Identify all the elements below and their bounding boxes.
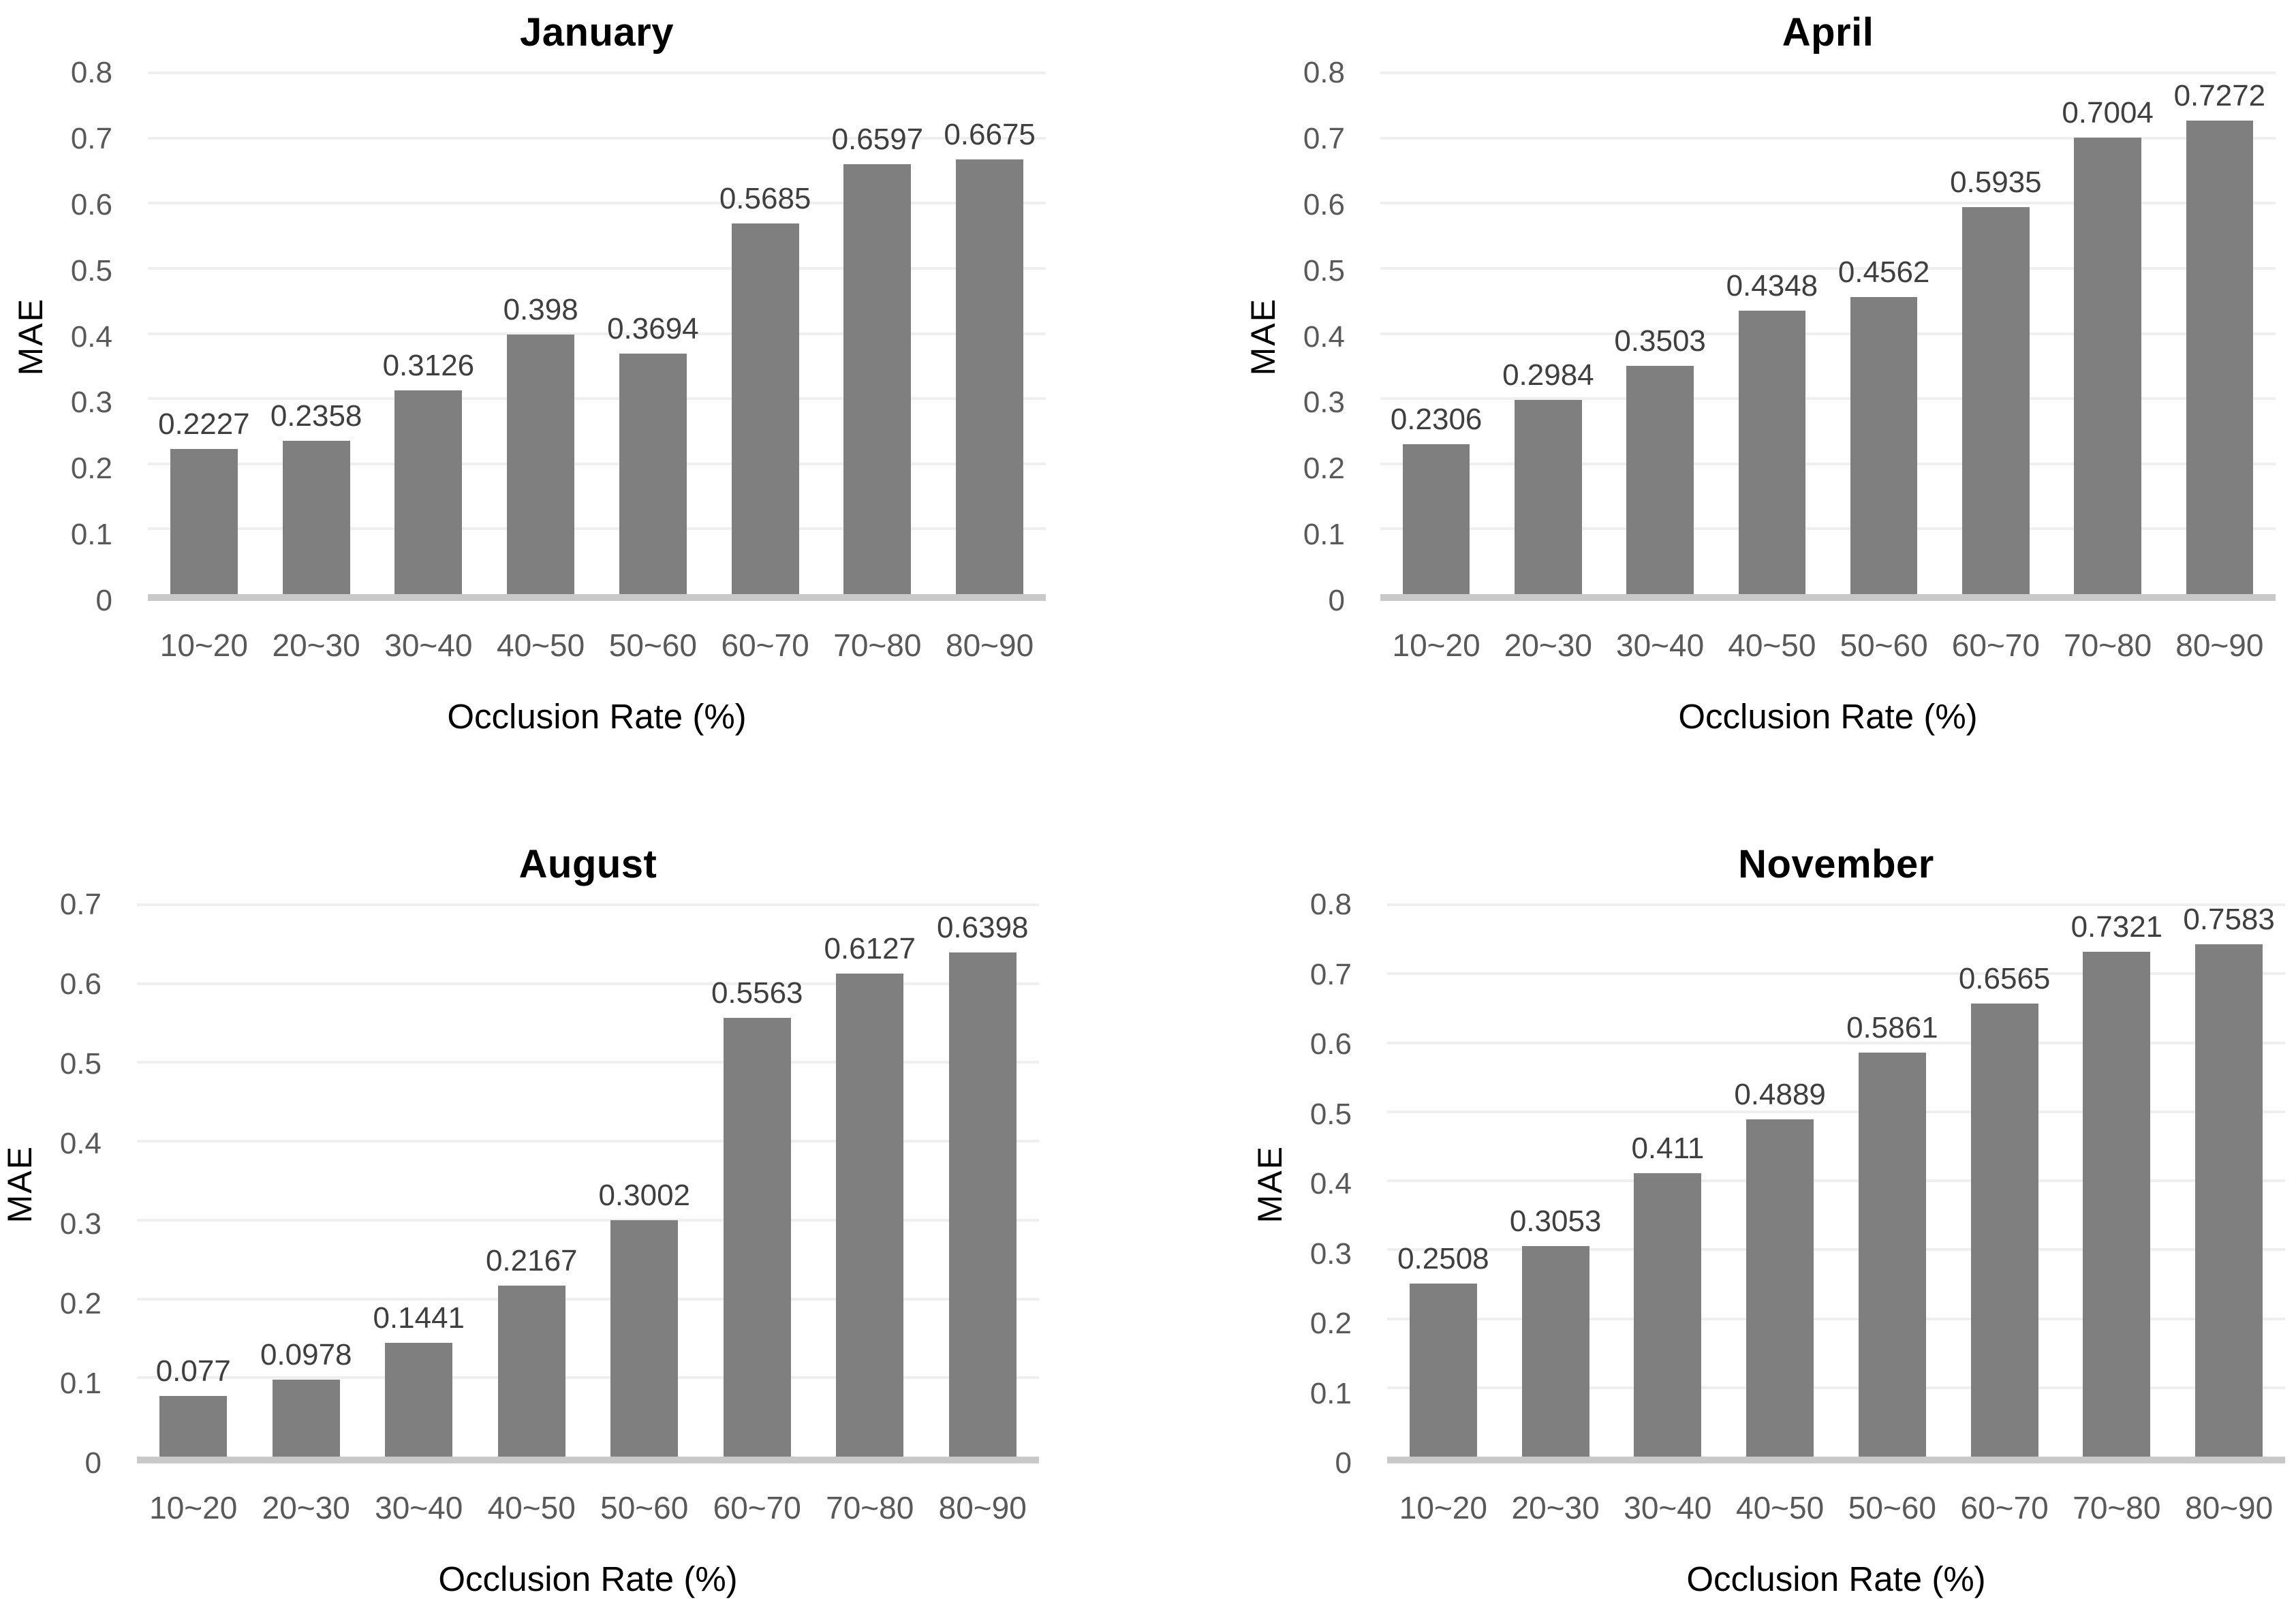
- bar-value-label: 0.6398: [936, 910, 1029, 944]
- bar: [1850, 297, 1918, 594]
- x-axis-tick-labels: [1387, 1492, 2285, 1523]
- bar-value-label: 0.5935: [1950, 166, 2042, 200]
- chart-title: April: [1782, 10, 1874, 55]
- x-tick-label: 30~40: [375, 1490, 463, 1525]
- bar-slot: [1604, 73, 1716, 594]
- y-axis-title-wrap: [11, 73, 56, 601]
- y-tick-label: 0.1: [59, 1366, 102, 1400]
- bar-value-label: 0.2306: [1390, 402, 1483, 436]
- y-axis-title: MAE: [1244, 298, 1282, 376]
- y-tick-label: 0: [84, 1446, 102, 1480]
- bar-slot: [484, 73, 597, 594]
- y-axis-tick-labels: [56, 56, 148, 617]
- x-axis-tick-labels: [137, 1492, 1039, 1523]
- y-tick-label: 0.3: [1309, 1237, 1352, 1271]
- x-tick-label: 70~80: [2064, 627, 2152, 663]
- y-tick-label: 0.2: [1303, 452, 1345, 486]
- bar: [2074, 138, 2141, 594]
- bar: [836, 974, 903, 1457]
- plot-area: [148, 73, 1046, 601]
- x-tick-label: 60~70: [721, 627, 809, 663]
- y-tick-label: 0.3: [59, 1207, 102, 1241]
- y-axis-title: MAE: [1251, 1145, 1289, 1224]
- chart-april: [1243, 10, 2276, 736]
- bar-value-label: 0.2167: [485, 1244, 578, 1278]
- x-tick-label: 40~50: [497, 627, 585, 663]
- bar: [507, 335, 574, 594]
- bar-slot: [1940, 73, 2051, 594]
- y-tick-label: 0.1: [1309, 1376, 1352, 1410]
- bar: [843, 164, 911, 594]
- x-tick-label: 70~80: [2073, 1490, 2161, 1525]
- y-axis-tick-labels: [1295, 888, 1387, 1480]
- bar: [1522, 1246, 1589, 1457]
- bar: [170, 449, 238, 594]
- x-tick-label: 40~50: [487, 1490, 576, 1525]
- y-tick-label: 0.1: [70, 518, 112, 552]
- y-tick-label: 0: [95, 584, 112, 617]
- x-axis-title: Occlusion Rate (%): [447, 697, 747, 736]
- y-tick-label: 0.6: [70, 187, 112, 221]
- chart-august: [0, 841, 1039, 1599]
- x-tick-label: 20~30: [272, 627, 360, 663]
- bar-value-label: 0.077: [155, 1354, 231, 1388]
- bar-slot: [148, 73, 260, 594]
- bar-value-label: 0.3694: [607, 311, 699, 345]
- bar: [732, 223, 799, 594]
- bar-slot: [813, 905, 927, 1457]
- y-tick-label: 0.4: [1303, 320, 1345, 354]
- bar: [610, 1220, 678, 1457]
- y-tick-label: 0.5: [70, 253, 112, 288]
- bar-slot: [373, 73, 485, 594]
- y-tick-label: 0.8: [70, 56, 112, 89]
- bar-slot: [1836, 905, 1949, 1457]
- y-tick-label: 0: [1335, 1446, 1352, 1480]
- bar-slot: [1949, 905, 2061, 1457]
- bar-value-label: 0.3002: [598, 1178, 691, 1212]
- y-tick-label: 0.7: [70, 121, 112, 155]
- y-axis-tick-labels: [1288, 56, 1380, 617]
- bar-value-label: 0.2508: [1397, 1242, 1489, 1276]
- y-tick-label: 0.4: [1309, 1167, 1352, 1200]
- x-tick-label: 60~70: [1960, 1490, 2049, 1525]
- chart-january: [11, 10, 1046, 736]
- bar: [1634, 1173, 1701, 1457]
- plot-area: [137, 905, 1039, 1463]
- bar-value-label: 0.3053: [1509, 1204, 1602, 1238]
- bar-slot: [1828, 73, 1940, 594]
- x-axis-tick-labels: [148, 627, 1046, 663]
- bar: [159, 1396, 227, 1457]
- quadrant-bottom-left: [0, 788, 1148, 1598]
- bar-slot: [2164, 73, 2276, 594]
- bar-value-label: 0.411: [1631, 1131, 1705, 1165]
- x-tick-label: 40~50: [1728, 627, 1816, 663]
- y-axis-title-wrap: [0, 905, 45, 1463]
- y-tick-label: 0.6: [1303, 187, 1345, 221]
- y-tick-label: 0.1: [1303, 518, 1345, 552]
- bar: [619, 354, 687, 594]
- quadrant-top-left: [0, 0, 1148, 788]
- y-tick-label: 0.7: [59, 888, 102, 921]
- x-tick-label: 30~40: [384, 627, 473, 663]
- bar: [1403, 444, 1470, 595]
- x-axis-title: Occlusion Rate (%): [1686, 1559, 1986, 1598]
- bar-slot: [1612, 905, 1724, 1457]
- bar-slot: [822, 73, 934, 594]
- bar: [273, 1380, 340, 1457]
- bar: [283, 441, 350, 594]
- bar: [949, 952, 1017, 1457]
- bar: [1746, 1119, 1814, 1457]
- y-tick-label: 0: [1328, 584, 1345, 617]
- x-tick-label: 60~70: [713, 1490, 801, 1525]
- bar: [1410, 1284, 1477, 1457]
- bar-value-label: 0.7583: [2183, 903, 2275, 936]
- x-tick-label: 80~90: [938, 1490, 1027, 1525]
- x-tick-label: 50~60: [600, 1490, 689, 1525]
- bar-slot: [137, 905, 250, 1457]
- bar-value-label: 0.3126: [382, 349, 475, 383]
- x-tick-label: 80~90: [2185, 1490, 2274, 1525]
- bar-value-label: 0.5861: [1846, 1010, 1938, 1044]
- bar: [1515, 400, 1582, 594]
- x-axis-title: Occlusion Rate (%): [438, 1559, 738, 1598]
- bar-slot: [701, 905, 814, 1457]
- x-tick-label: 50~60: [608, 627, 697, 663]
- x-axis-title: Occlusion Rate (%): [1678, 697, 1978, 736]
- y-axis-title-wrap: [1243, 73, 1288, 601]
- bar-slot: [1724, 905, 1836, 1457]
- bar: [1971, 1004, 2038, 1457]
- plot-area: [1387, 905, 2285, 1463]
- bar-value-label: 0.4889: [1734, 1078, 1826, 1111]
- y-tick-label: 0.3: [70, 386, 112, 420]
- bar-value-label: 0.7272: [2173, 78, 2266, 112]
- bar-slot: [2173, 905, 2285, 1457]
- chart-title: November: [1738, 842, 1934, 886]
- bar: [394, 390, 462, 594]
- plot-area: [1380, 73, 2276, 601]
- y-tick-label: 0.3: [1303, 386, 1345, 420]
- bar-value-label: 0.0978: [260, 1337, 352, 1371]
- x-tick-label: 70~80: [833, 627, 922, 663]
- y-axis-title: MAE: [1, 1145, 39, 1224]
- x-tick-label: 50~60: [1848, 1490, 1936, 1525]
- y-tick-label: 0.2: [70, 452, 112, 486]
- bar: [1739, 311, 1806, 594]
- y-tick-label: 0.5: [1303, 253, 1345, 288]
- y-tick-label: 0.5: [1309, 1097, 1352, 1131]
- bar-value-label: 0.1441: [373, 1301, 465, 1335]
- y-axis-title-wrap: [1250, 905, 1295, 1463]
- bar-slot: [2061, 905, 2173, 1457]
- chart-title: August: [518, 842, 657, 886]
- x-tick-label: 80~90: [2175, 627, 2264, 663]
- bar-slot: [260, 73, 373, 594]
- bar: [1962, 207, 2030, 594]
- bar: [956, 159, 1023, 594]
- bar-value-label: 0.5685: [719, 182, 811, 216]
- y-tick-label: 0.2: [59, 1286, 102, 1320]
- bar: [724, 1018, 791, 1457]
- bar-value-label: 0.3503: [1614, 324, 1706, 358]
- bar-slot: [709, 73, 822, 594]
- x-tick-label: 60~70: [1951, 627, 2040, 663]
- bar-slot: [1716, 73, 1828, 594]
- x-tick-label: 80~90: [946, 627, 1034, 663]
- quadrant-bottom-right: [1148, 788, 2296, 1598]
- x-tick-label: 20~30: [262, 1490, 350, 1525]
- bar-slot: [1492, 73, 1604, 594]
- y-tick-label: 0.6: [1309, 1027, 1352, 1061]
- bar-slot: [2052, 73, 2164, 594]
- bar: [2186, 121, 2254, 594]
- bar: [2083, 952, 2150, 1457]
- x-tick-label: 40~50: [1736, 1490, 1825, 1525]
- x-tick-label: 30~40: [1616, 627, 1705, 663]
- bar-slot: [1387, 905, 1500, 1457]
- bar-value-label: 0.4562: [1837, 255, 1930, 289]
- y-tick-label: 0.4: [59, 1127, 102, 1161]
- bar: [498, 1286, 565, 1457]
- bar: [385, 1343, 452, 1457]
- x-tick-label: 50~60: [1840, 627, 1928, 663]
- bar-slot: [476, 905, 589, 1457]
- bar-slot: [927, 905, 1040, 1457]
- y-tick-label: 0.5: [59, 1047, 102, 1081]
- bar-value-label: 0.398: [503, 293, 578, 327]
- x-tick-label: 70~80: [826, 1490, 914, 1525]
- bar-value-label: 0.6565: [1958, 962, 2051, 996]
- x-tick-label: 20~30: [1504, 627, 1592, 663]
- x-tick-label: 10~20: [149, 1490, 238, 1525]
- bar-slot: [250, 905, 363, 1457]
- bar-slot: [362, 905, 476, 1457]
- bar-value-label: 0.2227: [158, 407, 250, 441]
- x-tick-label: 10~20: [1392, 627, 1480, 663]
- y-tick-label: 0.8: [1303, 56, 1345, 89]
- bar-slot: [588, 905, 701, 1457]
- x-tick-label: 10~20: [159, 627, 248, 663]
- chart-title: January: [520, 10, 674, 55]
- y-axis-tick-labels: [45, 888, 137, 1480]
- x-tick-label: 30~40: [1624, 1490, 1712, 1525]
- bar-value-label: 0.7004: [2062, 96, 2154, 130]
- bar-value-label: 0.7321: [2070, 910, 2163, 944]
- x-tick-label: 10~20: [1399, 1490, 1487, 1525]
- bar-value-label: 0.4348: [1726, 269, 1818, 303]
- y-tick-label: 0.6: [59, 967, 102, 1002]
- bar: [2195, 944, 2263, 1457]
- bar-slot: [1380, 73, 1492, 594]
- bar-slot: [597, 73, 709, 594]
- chart-november: [1250, 841, 2285, 1599]
- y-axis-title: MAE: [12, 298, 50, 376]
- bar-value-label: 0.2358: [270, 399, 362, 433]
- bar-value-label: 0.6127: [824, 932, 916, 966]
- y-tick-label: 0.4: [70, 320, 112, 354]
- x-axis-tick-labels: [1380, 627, 2276, 663]
- quadrant-top-right: [1148, 0, 2296, 788]
- y-tick-label: 0.7: [1303, 121, 1345, 155]
- x-tick-label: 20~30: [1511, 1490, 1600, 1525]
- bar: [1859, 1053, 1926, 1457]
- y-tick-label: 0.8: [1309, 888, 1352, 921]
- bar-value-label: 0.6675: [944, 117, 1036, 151]
- bar-value-label: 0.6597: [831, 123, 924, 157]
- bar-slot: [933, 73, 1046, 594]
- y-tick-label: 0.2: [1309, 1307, 1352, 1340]
- bar-value-label: 0.5563: [711, 976, 803, 1010]
- bar-slot: [1500, 905, 1612, 1457]
- y-tick-label: 0.7: [1309, 957, 1352, 991]
- bar: [1626, 366, 1694, 594]
- bar-value-label: 0.2984: [1502, 358, 1594, 392]
